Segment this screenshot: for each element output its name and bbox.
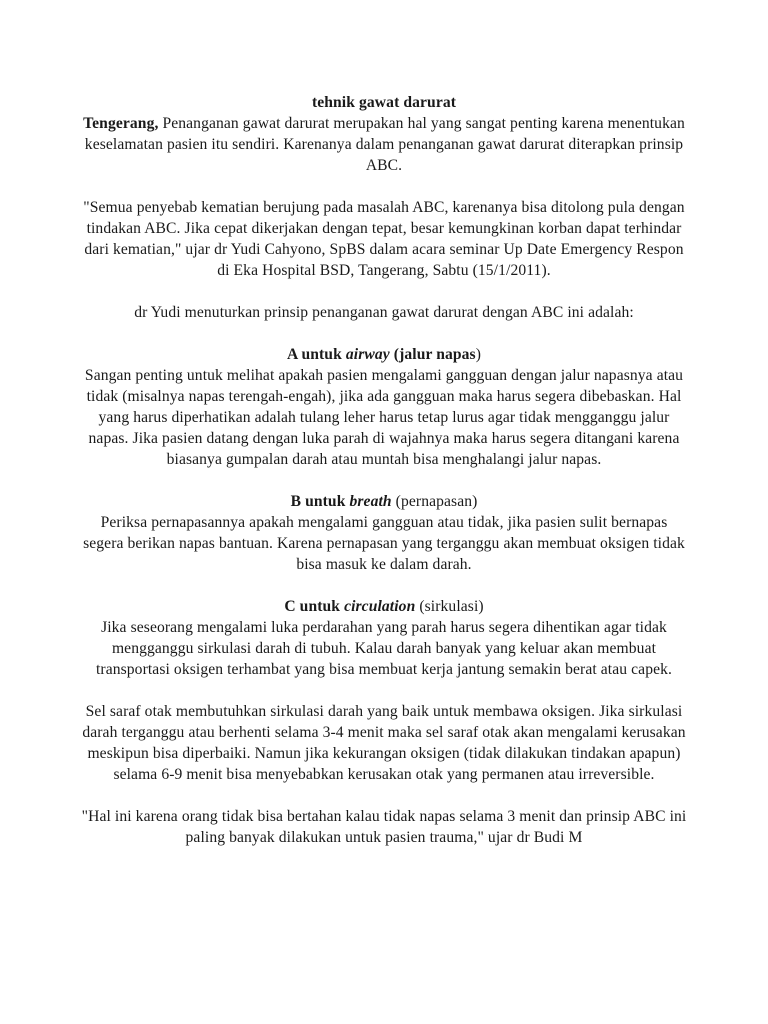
section-b-prefix: B untuk xyxy=(290,493,350,510)
quote-paragraph-2: "Hal ini karena orang tidak bisa bertahan kalau tidak napas selama 3 menit dan prinsip ABC ini paling banyak dilakukan untuk pasien trauma," ujar dr Budi M xyxy=(81,808,687,846)
lead-paragraph: dr Yudi menuturkan prinsip penanganan gawat darurat dengan ABC ini adalah: xyxy=(134,304,634,321)
intro-text: Penanganan gawat darurat merupakan hal yang sangat penting karena menentukan keselamatan pasien itu sendiri. Karenanya dalam penanganan gawat darurat diterapkan prinsip ABC. xyxy=(84,115,685,174)
section-b-suffix: (pernapasan) xyxy=(391,493,478,510)
section-b-body: Periksa pernapasannya apakah mengalami gangguan atau tidak, jika pasien sulit bernapas segera berikan napas bantuan. Karena pernapasan yang terganggu akan membuat oksigen tidak bisa masuk ke dalam darah. xyxy=(83,514,685,573)
section-a-prefix: A untuk xyxy=(286,346,346,363)
brain-paragraph: Sel saraf otak membutuhkan sirkulasi darah yang baik untuk membawa oksigen. Jika sirkulasi darah terganggu atau berhenti selama 3-4 menit maka sel saraf otak akan mengalami kerusakan meskipun bisa diperbaiki. Namun jika kekurangan oksigen (tidak dilakukan tindakan apapun) selama 6-9 menit bisa menyebabkan kerusakan otak yang permanen atau irreversible. xyxy=(82,703,686,783)
section-a-body: Sangan penting untuk melihat apakah pasien mengalami gangguan dengan jalur napasnya atau tidak (misalnya napas terengah-engah), jika ada gangguan maka harus segera dibebaskan. Hal yang harus diperhatikan adalah tulang leher harus tetap lurus agar tidak mengganggu jalur napas. Jika pasien datang dengan luka parah di wajahnya maka harus segera ditangani karena biasanya gumpalan darah atau muntah bisa menghalangi jalur napas. xyxy=(84,367,684,468)
quote-paragraph-1: "Semua penyebab kematian berujung pada masalah ABC, karenanya bisa ditolong pula dengan tindakan ABC. Jika cepat dikerjakan dengan tepat, besar kemungkinan korban dapat terhindar dari kematian," ujar dr Yudi Cahyono, SpBS dalam acara seminar Up Date Emergency Respon di Eka Hospital BSD, Tangerang, Sabtu (15/1/2011). xyxy=(83,199,685,279)
document-page xyxy=(80,92,688,848)
section-a-suffix: (jalur napas xyxy=(389,346,476,363)
section-c-prefix: C untuk xyxy=(284,598,345,615)
section-a-suffix-close: ) xyxy=(475,346,482,363)
section-c-body: Jika seseorang mengalami luka perdarahan yang parah harus segera dihentikan agar tidak mengganggu sirkulasi darah di tubuh. Kalau darah banyak yang keluar akan membuat transportasi oksigen terhambat yang bisa membuat kerja jantung semakin berat atau capek. xyxy=(95,619,673,678)
document-title: tehnik gawat darurat xyxy=(311,94,457,111)
intro-paragraph xyxy=(80,113,688,176)
section-c-suffix: (sirkulasi) xyxy=(415,598,484,615)
section-c-heading xyxy=(80,596,688,617)
section-c-term: circulation xyxy=(344,598,416,615)
section-a-heading xyxy=(80,344,688,365)
dateline-location: Tengerang, xyxy=(83,115,159,132)
section-a-term: airway xyxy=(345,346,390,363)
section-b-term: breath xyxy=(349,493,392,510)
section-b-heading xyxy=(80,491,688,512)
